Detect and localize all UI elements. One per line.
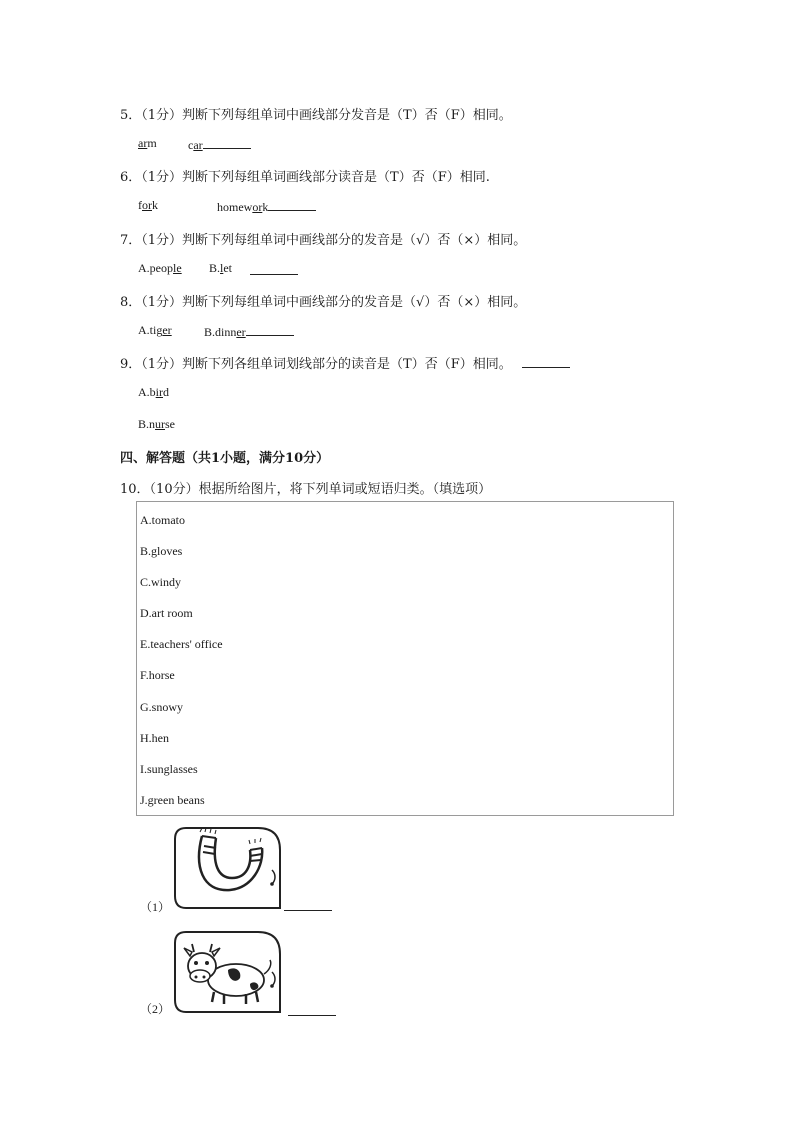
q8-option-a: A.tiger (138, 323, 172, 337)
q9-option-a: A.bird (138, 385, 170, 399)
q6-word-1: fork (138, 198, 158, 212)
option-item: I.sunglasses (140, 762, 198, 776)
option-item: A.tomato (140, 513, 185, 527)
q6-answer-blank[interactable] (268, 198, 316, 211)
q5-word-2: car (188, 136, 251, 153)
q6-word-2: homework (217, 198, 316, 215)
option-item: F.horse (140, 668, 175, 682)
question-8: 8．（1分）判断下列每组单词中画线部分的发音是（√）否（×）相同。 (120, 295, 527, 310)
option-item: E.teachers' office (140, 637, 223, 651)
question-5: 5．（1分）判断下列每组单词中画线部分发音是（T）否（F）相同。 (120, 108, 512, 123)
q7-option-b: B.let (209, 261, 233, 275)
pic-2-answer-blank[interactable] (288, 1003, 336, 1016)
q5-word-1: arm (138, 136, 157, 150)
q7-answer-blank[interactable] (250, 262, 298, 275)
option-item: B.gloves (140, 544, 183, 558)
q9-answer-blank[interactable] (522, 355, 570, 368)
question-7: 7．（1分）判断下列每组单词中画线部分的发音是（√）否（×）相同。 (120, 233, 527, 248)
pic-1-label: （1） (140, 900, 171, 914)
pic-2-label: （2） (140, 1002, 171, 1016)
q7-option-a: A.people (138, 261, 182, 275)
question-9: 9．（1分）判断下列各组单词划线部分的读音是（T）否（F）相同。 (120, 353, 570, 372)
q8-option-b: B.dinner (204, 323, 294, 340)
pic-1-answer-blank[interactable] (284, 898, 332, 911)
q5-answer-blank[interactable] (203, 136, 251, 149)
cow-icon (172, 930, 284, 1014)
question-10: 10．（10分）根据所给图片，将下列单词或短语归类。（填选项） (120, 482, 492, 497)
question-6: 6．（1分）判断下列每组单词画线部分读音是（T）否（F）相同. (120, 170, 490, 185)
option-item: C.windy (140, 575, 182, 589)
option-item: D.art room (140, 606, 193, 620)
word-options-box (136, 501, 674, 816)
option-item: G.snowy (140, 700, 184, 714)
option-item: J.green beans (140, 793, 205, 807)
q8-answer-blank[interactable] (246, 323, 294, 336)
section-4-title: 四、解答题（共1小题，满分10分） (120, 451, 330, 466)
option-item: H.hen (140, 731, 169, 745)
q9-option-b: B.nurse (138, 417, 176, 431)
scarf-icon (172, 826, 284, 910)
